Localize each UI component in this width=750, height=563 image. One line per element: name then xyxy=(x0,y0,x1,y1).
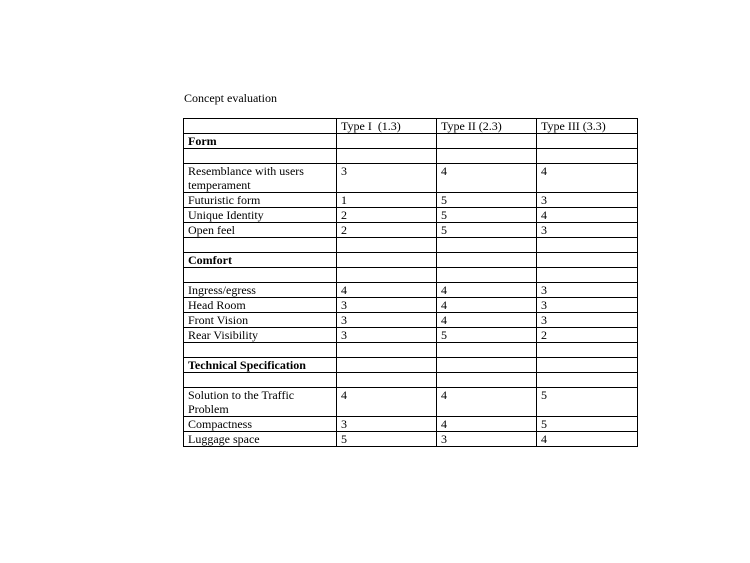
row-label: Front Vision xyxy=(184,313,337,328)
row-label xyxy=(184,373,337,388)
row-label: Unique Identity xyxy=(184,208,337,223)
score-cell xyxy=(437,238,537,253)
table-row xyxy=(184,343,638,358)
score-cell: 3 xyxy=(537,223,638,238)
score-cell: 2 xyxy=(537,328,638,343)
score-cell: 4 xyxy=(437,164,537,193)
score-cell: 4 xyxy=(437,298,537,313)
table-row xyxy=(184,432,638,447)
row-label xyxy=(184,149,337,164)
score-cell xyxy=(337,134,437,149)
row-label: Futuristic form xyxy=(184,193,337,208)
score-cell: 3 xyxy=(437,432,537,447)
row-label xyxy=(184,238,337,253)
score-cell: 3 xyxy=(337,298,437,313)
score-cell: 4 xyxy=(537,208,638,223)
table-row xyxy=(184,328,638,343)
score-cell xyxy=(337,253,437,268)
score-cell: 3 xyxy=(537,283,638,298)
score-cell xyxy=(337,268,437,283)
score-cell: 3 xyxy=(337,313,437,328)
row-label xyxy=(184,268,337,283)
table-row xyxy=(184,358,638,373)
table-row xyxy=(184,283,638,298)
score-cell xyxy=(537,134,638,149)
score-cell xyxy=(437,343,537,358)
score-cell: 4 xyxy=(437,283,537,298)
score-cell: 3 xyxy=(337,417,437,432)
score-cell xyxy=(537,238,638,253)
table-row xyxy=(184,223,638,238)
score-cell: 5 xyxy=(537,388,638,417)
score-cell: 4 xyxy=(437,313,537,328)
score-cell xyxy=(337,343,437,358)
row-label: Rear Visibility xyxy=(184,328,337,343)
score-cell xyxy=(337,373,437,388)
page-title: Concept evaluation xyxy=(184,91,277,105)
table-row xyxy=(184,417,638,432)
score-cell xyxy=(537,268,638,283)
corner-cell xyxy=(184,119,337,134)
row-label: Open feel xyxy=(184,223,337,238)
score-cell: 2 xyxy=(337,208,437,223)
score-cell xyxy=(437,149,537,164)
table-row xyxy=(184,298,638,313)
score-cell: 5 xyxy=(537,417,638,432)
score-cell xyxy=(537,253,638,268)
row-label: Resemblance with users temperament xyxy=(184,164,337,193)
score-cell xyxy=(437,358,537,373)
column-header: Type II (2.3) xyxy=(437,119,537,134)
score-cell xyxy=(437,134,537,149)
table-row xyxy=(184,208,638,223)
score-cell: 4 xyxy=(437,388,537,417)
row-label: Luggage space xyxy=(184,432,337,447)
table-row xyxy=(184,238,638,253)
table-row xyxy=(184,164,638,193)
table-row xyxy=(184,149,638,164)
score-cell: 4 xyxy=(437,417,537,432)
score-cell xyxy=(537,343,638,358)
score-cell xyxy=(337,149,437,164)
table-row xyxy=(184,268,638,283)
row-label: Ingress/egress xyxy=(184,283,337,298)
column-header: Type I (1.3) xyxy=(337,119,437,134)
score-cell xyxy=(437,268,537,283)
score-cell: 3 xyxy=(337,164,437,193)
score-cell xyxy=(337,238,437,253)
table-row xyxy=(184,388,638,417)
score-cell: 4 xyxy=(337,388,437,417)
score-cell: 3 xyxy=(337,328,437,343)
score-cell xyxy=(537,373,638,388)
score-cell xyxy=(437,253,537,268)
score-cell: 3 xyxy=(537,298,638,313)
column-header: Type III (3.3) xyxy=(537,119,638,134)
row-label xyxy=(184,343,337,358)
score-cell: 5 xyxy=(437,208,537,223)
score-cell: 5 xyxy=(437,328,537,343)
score-cell: 4 xyxy=(537,432,638,447)
score-cell: 5 xyxy=(437,223,537,238)
row-label: Head Room xyxy=(184,298,337,313)
score-cell: 2 xyxy=(337,223,437,238)
table-row xyxy=(184,253,638,268)
table-row xyxy=(184,373,638,388)
score-cell xyxy=(537,358,638,373)
row-label: Comfort xyxy=(184,253,337,268)
score-cell: 4 xyxy=(337,283,437,298)
score-cell: 1 xyxy=(337,193,437,208)
row-label: Solution to the Traffic Problem xyxy=(184,388,337,417)
score-cell xyxy=(437,373,537,388)
table-header-row xyxy=(184,119,638,134)
concept-evaluation-table xyxy=(183,118,638,447)
table-row xyxy=(184,134,638,149)
score-cell: 4 xyxy=(537,164,638,193)
score-cell: 3 xyxy=(537,193,638,208)
row-label: Compactness xyxy=(184,417,337,432)
score-cell: 5 xyxy=(437,193,537,208)
score-cell: 3 xyxy=(537,313,638,328)
table-row xyxy=(184,193,638,208)
score-cell xyxy=(337,358,437,373)
score-cell xyxy=(537,149,638,164)
row-label: Form xyxy=(184,134,337,149)
row-label: Technical Specification xyxy=(184,358,337,373)
score-cell: 5 xyxy=(337,432,437,447)
table-row xyxy=(184,313,638,328)
